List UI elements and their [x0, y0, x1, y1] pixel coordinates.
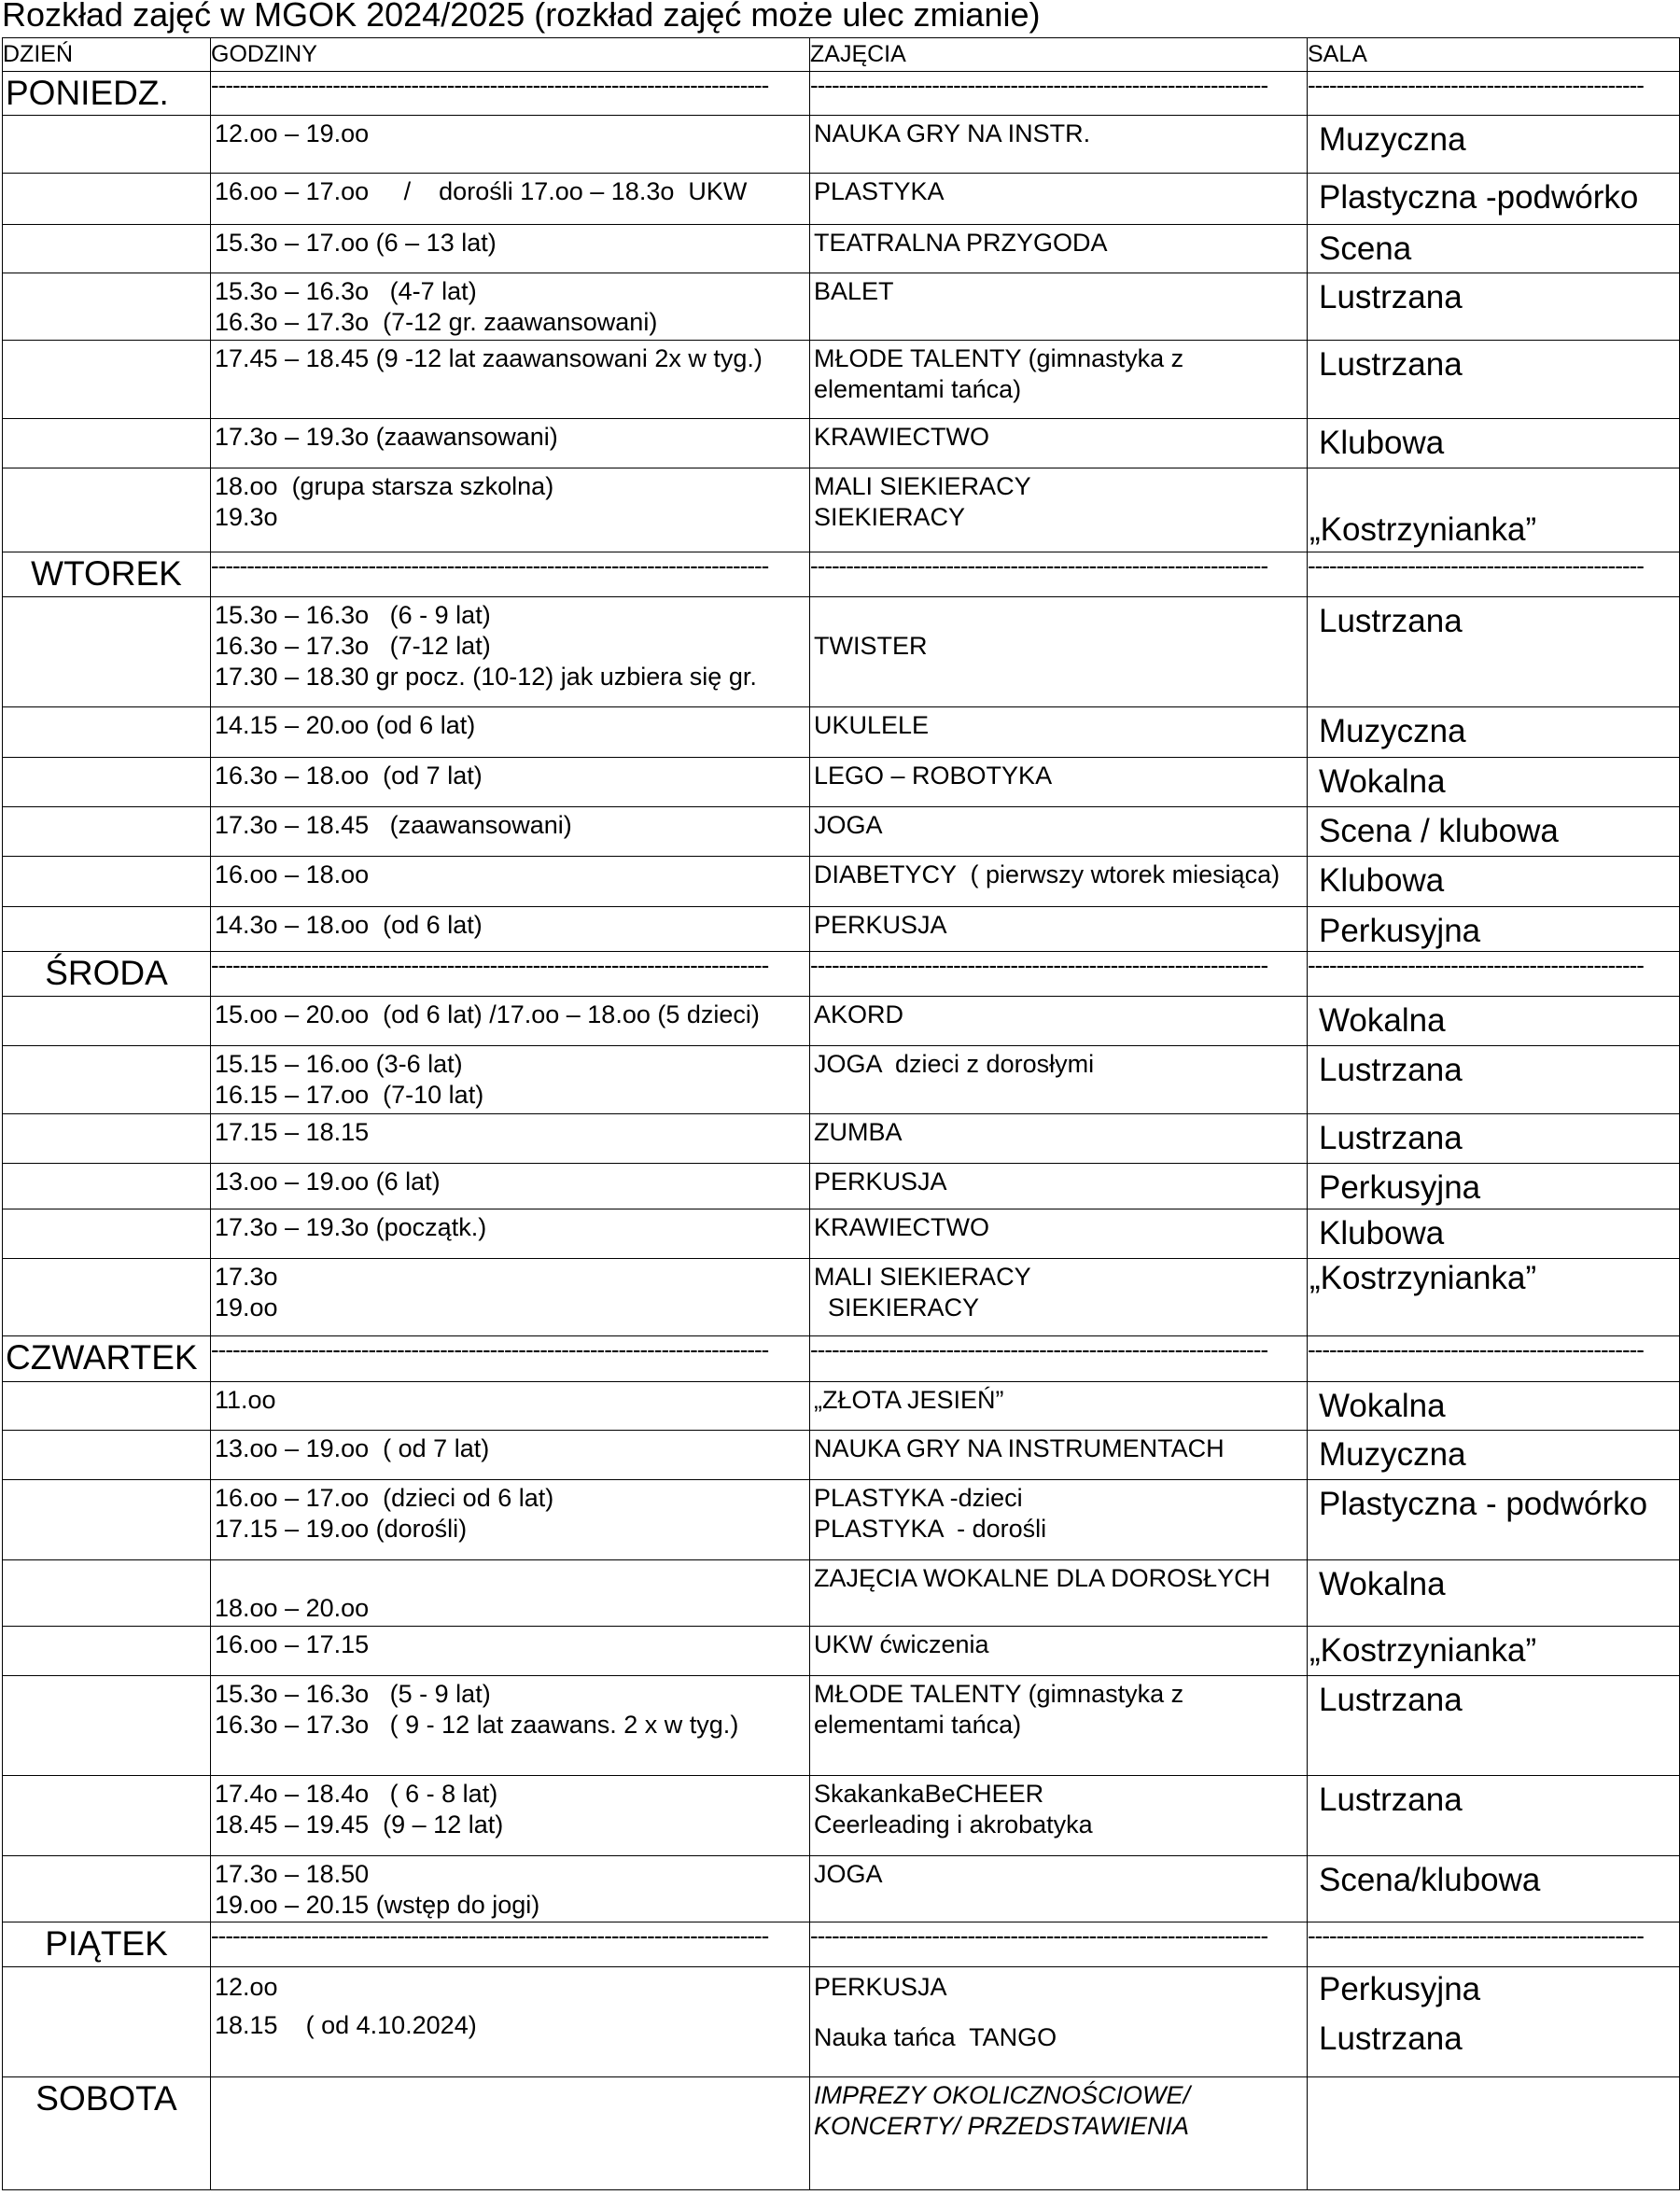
activity-cell	[810, 1164, 1308, 1209]
activity-line: UKW ćwiczenia	[814, 1630, 989, 1658]
hours-line: 16.oo – 17.oo (dzieci od 6 lat)	[215, 1484, 554, 1512]
day-name: CZWARTEK	[3, 1336, 211, 1382]
room-cell	[1308, 468, 1680, 552]
activity-line: MŁODE TALENTY (gimnastyka z	[814, 344, 1184, 372]
hours-cell	[211, 1560, 810, 1627]
hours-line: 15.oo – 20.oo (od 6 lat) /17.oo – 18.oo (5 dzieci)	[215, 1000, 760, 1028]
header-hours: GODZINY	[211, 38, 810, 72]
table-row	[3, 1627, 1680, 1676]
room-name: Lustrzana	[1319, 1782, 1463, 1818]
hours-line: 12.oo	[215, 1973, 278, 2001]
activity-line: SkakankaBeCHEER	[814, 1780, 1044, 1808]
day-name: ŚRODA	[3, 952, 211, 997]
activity-cell	[810, 1046, 1308, 1114]
hours-line: 16.oo – 17.15	[215, 1630, 370, 1658]
table-row	[3, 225, 1680, 273]
activity-cell	[810, 419, 1308, 468]
activity-line: „ZŁOTA JESIEŃ”	[814, 1386, 1004, 1414]
room-name: Lustrzana	[1319, 2020, 1463, 2057]
activity-cell	[810, 807, 1308, 857]
activity-line: AKORD	[814, 1000, 904, 1028]
day-cell-empty	[3, 1967, 211, 2077]
day-row-thu	[3, 1336, 1680, 1382]
table-row	[3, 468, 1680, 552]
room-cell	[1308, 1431, 1680, 1480]
day-name: WTOREK	[3, 552, 211, 597]
hours-line: 12.oo – 19.oo	[215, 119, 370, 147]
room-name: Muzyczna	[1319, 121, 1466, 158]
activity-cell	[810, 1627, 1308, 1676]
activity-cell	[810, 2077, 1308, 2190]
room-cell	[1308, 1164, 1680, 1209]
table-row	[3, 1259, 1680, 1336]
activity-line: elementami tańca)	[814, 375, 1022, 403]
day-cell-empty	[3, 1164, 211, 1209]
activity-cell	[810, 1209, 1308, 1259]
activity-line: JOGA	[814, 1860, 883, 1888]
day-cell-empty	[3, 1776, 211, 1856]
table-row	[3, 1164, 1680, 1209]
room-name: Klubowa	[1319, 1215, 1445, 1251]
dash-fill: ------------------------------------------------------------------------------	[211, 1336, 810, 1382]
day-cell-empty	[3, 857, 211, 907]
hours-line: 14.15 – 20.oo (od 6 lat)	[215, 711, 476, 739]
room-name: Lustrzana	[1319, 279, 1463, 315]
day-cell-empty	[3, 225, 211, 273]
activity-cell	[810, 1560, 1308, 1627]
day-name: PONIEDZ.	[3, 72, 211, 116]
activity-line: KRAWIECTWO	[814, 423, 989, 451]
hours-cell	[211, 225, 810, 273]
activity-line: PERKUSJA	[814, 1167, 947, 1195]
day-row-tue	[3, 552, 1680, 597]
dash-fill: ----------------------------------------------------------------	[810, 1336, 1308, 1382]
hours-line: 18.oo (grupa starsza szkolna)	[215, 472, 554, 500]
room-name: Lustrzana	[1319, 1682, 1463, 1718]
room-name: Perkusyjna	[1319, 1169, 1481, 1206]
hours-cell	[211, 419, 810, 468]
header-room: SALA	[1308, 38, 1680, 72]
room-cell	[1308, 1382, 1680, 1431]
room-cell	[1308, 997, 1680, 1046]
day-cell-empty	[3, 341, 211, 419]
activity-cell	[810, 273, 1308, 341]
day-cell-empty	[3, 116, 211, 174]
activity-cell	[810, 116, 1308, 174]
activity-line: TEATRALNA PRZYGODA	[814, 229, 1108, 257]
day-cell-empty	[3, 1676, 211, 1776]
day-row-mon	[3, 72, 1680, 116]
hours-line: 17.3o – 19.3o (zaawansowani)	[215, 423, 558, 451]
room-cell	[1308, 2077, 1680, 2190]
day-cell-empty	[3, 468, 211, 552]
activity-cell	[810, 907, 1308, 952]
table-row	[3, 116, 1680, 174]
table-row	[3, 1676, 1680, 1776]
hours-line: 15.3o – 16.3o (4-7 lat)	[215, 277, 477, 305]
room-cell	[1308, 419, 1680, 468]
day-row-sat	[3, 2077, 1680, 2190]
table-row	[3, 1209, 1680, 1259]
room-name: Lustrzana	[1319, 346, 1463, 383]
activity-line: PLASTYKA -dzieci	[814, 1484, 1023, 1512]
hours-cell	[211, 807, 810, 857]
day-cell-empty	[3, 1856, 211, 1922]
table-row	[3, 273, 1680, 341]
dash-fill: -----------------------------------------------	[1308, 552, 1680, 597]
table-row	[3, 997, 1680, 1046]
hours-line: 15.3o – 17.oo (6 – 13 lat)	[215, 229, 497, 257]
activity-cell	[810, 1114, 1308, 1164]
day-cell-empty	[3, 997, 211, 1046]
table-row	[3, 597, 1680, 707]
hours-line: 17.45 – 18.45 (9 -12 lat zaawansowani 2x w tyg.)	[215, 344, 763, 372]
hours-line: 17.4o – 18.4o ( 6 - 8 lat)	[215, 1780, 498, 1808]
activity-cell	[810, 997, 1308, 1046]
activity-cell	[810, 341, 1308, 419]
activity-line: PLASTYKA - dorośli	[814, 1515, 1047, 1543]
activity-cell	[810, 758, 1308, 807]
activity-cell	[810, 1431, 1308, 1480]
table-row	[3, 1480, 1680, 1560]
activity-line: UKULELE	[814, 711, 930, 739]
room-name: Perkusyjna	[1319, 1971, 1481, 2007]
hours-line: 18.15 ( od 4.10.2024)	[215, 2011, 477, 2039]
hours-line: 19.oo	[215, 1293, 278, 1321]
table-row	[3, 341, 1680, 419]
room-name: „Kostrzynianka”	[1309, 511, 1537, 548]
day-row-wed	[3, 952, 1680, 997]
day-cell-empty	[3, 1627, 211, 1676]
hours-line: 16.3o – 17.3o (7-12 lat)	[215, 632, 491, 660]
dash-fill: ------------------------------------------------------------------------------	[211, 552, 810, 597]
activity-line: TWISTER	[814, 632, 928, 660]
activity-line: SIEKIERACY	[814, 503, 966, 531]
table-row	[3, 1776, 1680, 1856]
dash-fill: ------------------------------------------------------------------------------	[211, 72, 810, 116]
day-row-fri	[3, 1922, 1680, 1967]
room-cell	[1308, 1114, 1680, 1164]
room-cell	[1308, 1209, 1680, 1259]
dash-fill: ------------------------------------------------------------------------------	[211, 1922, 810, 1967]
room-name: Plastyczna - podwórko	[1319, 1486, 1648, 1522]
activity-line: Ceerleading i akrobatyka	[814, 1811, 1093, 1839]
room-name: Scena / klubowa	[1319, 813, 1559, 849]
hours-line: 16.oo – 18.oo	[215, 860, 370, 888]
hours-cell	[211, 758, 810, 807]
activity-line: BALET	[814, 277, 894, 305]
room-cell	[1308, 341, 1680, 419]
room-name: Klubowa	[1319, 862, 1445, 899]
day-name: SOBOTA	[3, 2077, 211, 2190]
activity-line: elementami tańca)	[814, 1711, 1022, 1739]
hours-cell	[211, 1209, 810, 1259]
hours-line: 18.45 – 19.45 (9 – 12 lat)	[215, 1811, 504, 1839]
dash-fill: -----------------------------------------------	[1308, 952, 1680, 997]
hours-cell	[211, 174, 810, 225]
activity-line: ZAJĘCIA WOKALNE DLA DOROSŁYCH	[814, 1564, 1271, 1592]
activity-line: DIABETYCY ( pierwszy wtorek miesiąca)	[814, 860, 1281, 888]
activity-cell	[810, 1967, 1308, 2077]
room-cell	[1308, 807, 1680, 857]
activity-line: IMPREZY OKOLICZNOŚCIOWE/	[814, 2081, 1191, 2109]
activity-line: NAUKA GRY NA INSTRUMENTACH	[814, 1434, 1225, 1462]
hours-line: 17.3o – 18.50	[215, 1860, 370, 1888]
header-activity: ZAJĘCIA	[810, 38, 1308, 72]
hours-cell	[211, 907, 810, 952]
activity-cell	[810, 1776, 1308, 1856]
hours-cell	[211, 1856, 810, 1922]
activity-cell	[810, 1480, 1308, 1560]
hours-line: 11.oo	[215, 1386, 276, 1414]
room-name: Wokalna	[1319, 1002, 1446, 1039]
hours-cell	[211, 1480, 810, 1560]
hours-line: 18.oo – 20.oo	[215, 1594, 370, 1622]
hours-line: 16.15 – 17.oo (7-10 lat)	[215, 1081, 484, 1109]
room-cell	[1308, 1856, 1680, 1922]
table-row	[3, 907, 1680, 952]
hours-cell	[211, 997, 810, 1046]
hours-line: 17.3o – 19.3o (początk.)	[215, 1213, 487, 1241]
room-name: „Kostrzynianka”	[1309, 1632, 1537, 1669]
room-name: Perkusyjna	[1319, 913, 1481, 949]
day-cell-empty	[3, 1382, 211, 1431]
room-cell	[1308, 758, 1680, 807]
activity-cell	[810, 707, 1308, 758]
hours-cell	[211, 341, 810, 419]
activity-line: MALI SIEKIERACY	[814, 472, 1031, 500]
activity-cell	[810, 857, 1308, 907]
dash-fill: -----------------------------------------------	[1308, 72, 1680, 116]
schedule-table	[2, 37, 1680, 2190]
table-row	[3, 707, 1680, 758]
activity-line: KRAWIECTWO	[814, 1213, 989, 1241]
room-name: Klubowa	[1319, 425, 1445, 461]
table-row	[3, 1382, 1680, 1431]
hours-line: 17.3o – 18.45 (zaawansowani)	[215, 811, 572, 839]
hours-cell	[211, 468, 810, 552]
hours-line: 16.3o – 18.oo (od 7 lat)	[215, 762, 483, 790]
activity-cell	[810, 1676, 1308, 1776]
table-row	[3, 1560, 1680, 1627]
dash-fill: ----------------------------------------------------------------	[810, 952, 1308, 997]
day-cell-empty	[3, 419, 211, 468]
hours-line: 17.15 – 19.oo (dorośli)	[215, 1515, 468, 1543]
dash-fill: ----------------------------------------------------------------	[810, 72, 1308, 116]
activity-line: JOGA	[814, 811, 883, 839]
activity-cell	[810, 597, 1308, 707]
hours-cell	[211, 1676, 810, 1776]
activity-line: ZUMBA	[814, 1118, 903, 1146]
dash-fill: ----------------------------------------------------------------	[810, 552, 1308, 597]
hours-cell	[211, 273, 810, 341]
day-cell-empty	[3, 707, 211, 758]
room-cell	[1308, 174, 1680, 225]
hours-line: 19.oo – 20.15 (wstęp do jogi)	[215, 1891, 540, 1919]
activity-line: KONCERTY/ PRZEDSTAWIENIA	[814, 2112, 1190, 2140]
hours-line: 16.oo – 17.oo / dorośli 17.oo – 18.3o UKW	[215, 177, 748, 205]
activity-line: NAUKA GRY NA INSTR.	[814, 119, 1091, 147]
hours-cell	[211, 1431, 810, 1480]
room-cell	[1308, 225, 1680, 273]
activity-line: PLASTYKA	[814, 177, 945, 205]
hours-line: 15.3o – 16.3o (6 - 9 lat)	[215, 601, 491, 629]
table-row	[3, 807, 1680, 857]
room-cell	[1308, 1480, 1680, 1560]
hours-cell	[211, 707, 810, 758]
hours-line: 16.3o – 17.3o ( 9 - 12 lat zaawans. 2 x w tyg.)	[215, 1711, 739, 1739]
hours-cell	[211, 116, 810, 174]
room-cell	[1308, 1046, 1680, 1114]
dash-fill: ----------------------------------------------------------------	[810, 1922, 1308, 1967]
activity-cell	[810, 468, 1308, 552]
hours-cell	[211, 857, 810, 907]
hours-cell	[211, 1164, 810, 1209]
dash-fill: -----------------------------------------------	[1308, 1922, 1680, 1967]
day-cell-empty	[3, 273, 211, 341]
activity-cell	[810, 1382, 1308, 1431]
day-cell-empty	[3, 758, 211, 807]
table-row	[3, 1114, 1680, 1164]
hours-line: 17.30 – 18.30 gr pocz. (10-12) jak uzbiera się gr.	[215, 663, 757, 691]
hours-cell	[211, 1967, 810, 2077]
table-row	[3, 857, 1680, 907]
hours-line: 13.oo – 19.oo (6 lat)	[215, 1167, 441, 1195]
day-cell-empty	[3, 1046, 211, 1114]
activity-line: MŁODE TALENTY (gimnastyka z	[814, 1680, 1184, 1708]
dash-fill: -----------------------------------------------	[1308, 1336, 1680, 1382]
hours-cell	[211, 1259, 810, 1336]
room-cell	[1308, 1259, 1680, 1336]
activity-line: JOGA dzieci z dorosłymi	[814, 1050, 1095, 1078]
room-name: Lustrzana	[1319, 1052, 1463, 1088]
room-name: „Kostrzynianka”	[1309, 1260, 1537, 1296]
day-cell-empty	[3, 1259, 211, 1336]
hours-line: 15.3o – 16.3o (5 - 9 lat)	[215, 1680, 491, 1708]
hours-cell	[211, 2077, 810, 2190]
day-name: PIĄTEK	[3, 1922, 211, 1967]
dash-fill: ------------------------------------------------------------------------------	[211, 952, 810, 997]
room-cell	[1308, 597, 1680, 707]
day-cell-empty	[3, 1431, 211, 1480]
hours-line: 13.oo – 19.oo ( od 7 lat)	[215, 1434, 490, 1462]
room-cell	[1308, 1560, 1680, 1627]
header-row	[3, 38, 1680, 72]
day-cell-empty	[3, 907, 211, 952]
hours-cell	[211, 597, 810, 707]
hours-cell	[211, 1382, 810, 1431]
room-name: Lustrzana	[1319, 603, 1463, 639]
room-cell	[1308, 1776, 1680, 1856]
room-name: Plastyczna -podwórko	[1319, 179, 1639, 216]
room-cell	[1308, 116, 1680, 174]
room-cell	[1308, 857, 1680, 907]
day-cell-empty	[3, 807, 211, 857]
room-name: Wokalna	[1319, 1388, 1446, 1424]
table-row	[3, 1431, 1680, 1480]
table-row	[3, 1856, 1680, 1922]
activity-line: SIEKIERACY	[814, 1293, 980, 1321]
activity-cell	[810, 1259, 1308, 1336]
activity-line: Nauka tańca TANGO	[814, 2023, 1057, 2051]
room-name: Wokalna	[1319, 763, 1446, 800]
table-row	[3, 419, 1680, 468]
hours-cell	[211, 1114, 810, 1164]
table-row	[3, 174, 1680, 225]
hours-line: 17.3o	[215, 1263, 278, 1291]
hours-line: 16.3o – 17.3o (7-12 gr. zaawansowani)	[215, 308, 658, 336]
room-name: Scena/klubowa	[1319, 1862, 1541, 1898]
table-row	[3, 1967, 1680, 2077]
table-row	[3, 758, 1680, 807]
room-name: Muzyczna	[1319, 713, 1466, 749]
hours-line: 19.3o	[215, 503, 278, 531]
header-day: DZIEŃ	[3, 38, 211, 72]
hours-line: 17.15 – 18.15	[215, 1118, 370, 1146]
day-cell-empty	[3, 597, 211, 707]
room-name: Lustrzana	[1319, 1120, 1463, 1156]
activity-cell	[810, 225, 1308, 273]
day-cell-empty	[3, 1209, 211, 1259]
page-title: Rozkład zajęć w MGOK 2024/2025 (rozkład zajęć może ulec zmianie)	[2, 0, 1041, 34]
room-cell	[1308, 273, 1680, 341]
room-name: Wokalna	[1319, 1566, 1446, 1602]
room-name: Scena	[1319, 231, 1412, 267]
activity-line: MALI SIEKIERACY	[814, 1263, 1031, 1291]
activity-line: LEGO – ROBOTYKA	[814, 762, 1053, 790]
hours-cell	[211, 1776, 810, 1856]
hours-line: 15.15 – 16.oo (3-6 lat)	[215, 1050, 463, 1078]
room-cell	[1308, 1967, 1680, 2077]
day-cell-empty	[3, 1480, 211, 1560]
room-cell	[1308, 907, 1680, 952]
activity-line: PERKUSJA	[814, 911, 947, 939]
activity-cell	[810, 174, 1308, 225]
activity-cell	[810, 1856, 1308, 1922]
hours-cell	[211, 1627, 810, 1676]
room-cell	[1308, 1627, 1680, 1676]
activity-line: PERKUSJA	[814, 1973, 947, 2001]
day-cell-empty	[3, 1560, 211, 1627]
hours-cell	[211, 1046, 810, 1114]
room-cell	[1308, 1676, 1680, 1776]
day-cell-empty	[3, 174, 211, 225]
hours-line: 14.3o – 18.oo (od 6 lat)	[215, 911, 483, 939]
table-row	[3, 1046, 1680, 1114]
room-cell	[1308, 707, 1680, 758]
room-name: Muzyczna	[1319, 1436, 1466, 1473]
day-cell-empty	[3, 1114, 211, 1164]
